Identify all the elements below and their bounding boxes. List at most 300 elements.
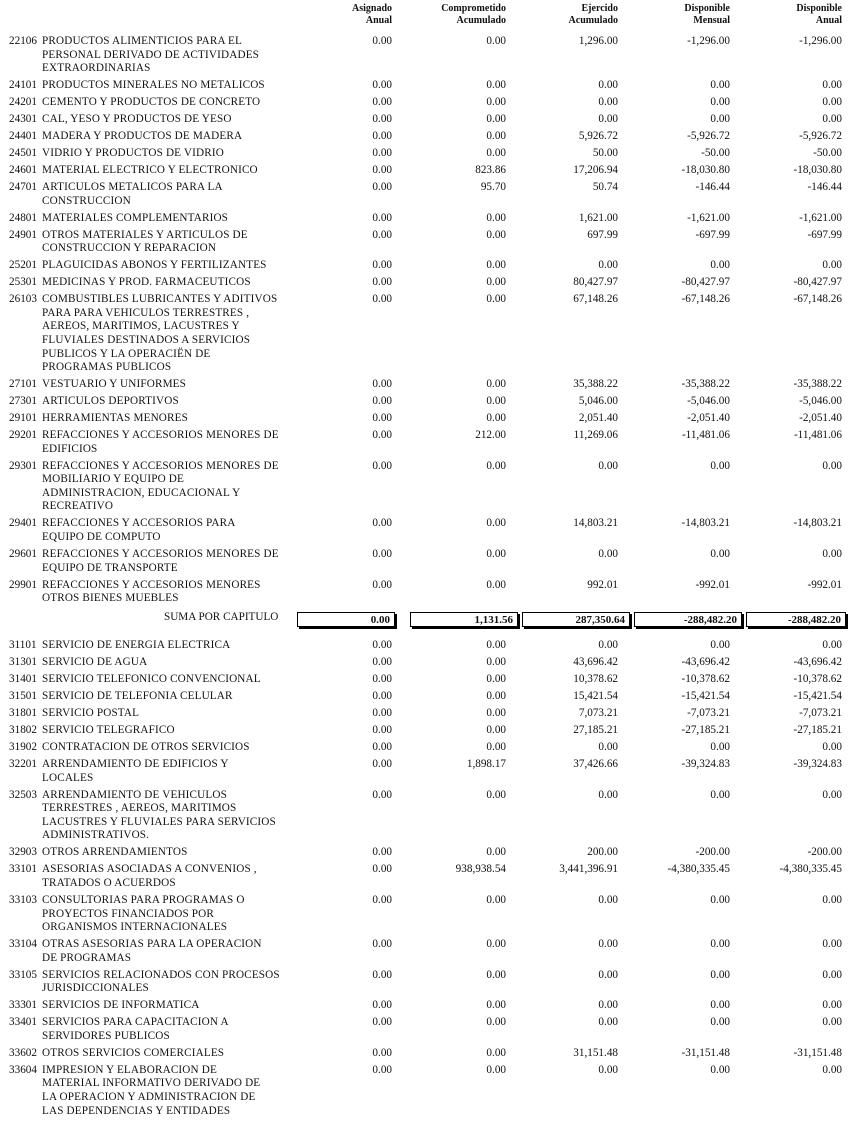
cell-asignado: 0.00 [372,639,392,652]
cell-asignado: 0.00 [372,968,392,981]
cell-ejercido: 0.00 [598,459,618,472]
budget-table [0,35,850,1122]
cell-asignado: 0.00 [372,259,392,272]
cell-anual: 0.00 [822,639,842,652]
cell-anual: 0.00 [822,1063,842,1076]
table-row [0,164,850,181]
cell-anual: -15,421.54 [793,690,842,703]
cell-comprometido: 0.00 [486,1046,506,1059]
table-row [0,130,850,147]
cell-ejercido: 7,073.21 [578,707,618,720]
item-description: PLAGUICIDAS ABONOS Y FERTILIZANTES [42,259,267,272]
cell-ejercido: 992.01 [587,578,618,591]
cell-ejercido: 10,378.62 [573,673,618,686]
item-description: OTROS ARRENDAMIENTOS [42,846,188,859]
subtotal-anual: -288,482.20 [746,612,846,627]
cell-mensual: -697.99 [695,228,730,241]
cell-anual: 0.00 [822,96,842,109]
table-row [0,276,850,293]
cell-asignado: 0.00 [372,548,392,561]
cell-mensual: 0.00 [710,1063,730,1076]
item-description: SERVICIO POSTAL [42,707,140,720]
cell-asignado: 0.00 [372,673,392,686]
item-description: ASESORIAS ASOCIADAS A CONVENIOS , TRATADOS O ACUERDOS [42,863,257,889]
cell-asignado: 0.00 [372,846,392,859]
table-row [0,147,850,164]
header-comprometido: Comprometido Acumulado [441,3,506,26]
cell-anual: 0.00 [822,999,842,1012]
cell-ejercido: 80,427.97 [573,276,618,289]
table-row [0,395,850,412]
item-code: 31101 [9,639,37,652]
item-code: 25201 [9,259,37,272]
cell-asignado: 0.00 [372,130,392,143]
column-header [0,3,850,31]
item-code: 29901 [9,578,37,591]
cell-ejercido: 35,388.22 [573,378,618,391]
cell-anual: -18,030.80 [793,164,842,177]
cell-ejercido: 11,269.06 [573,429,618,442]
cell-mensual: -7,073.21 [687,707,730,720]
cell-ejercido: 31,151.48 [573,1046,618,1059]
item-code: 32503 [9,788,37,801]
cell-asignado: 0.00 [372,578,392,591]
subtotal-row [0,609,850,639]
cell-asignado: 0.00 [372,1046,392,1059]
cell-mensual: -18,030.80 [681,164,730,177]
cell-ejercido: 0.00 [598,259,618,272]
table-row [0,412,850,429]
cell-comprometido: 0.00 [486,548,506,561]
cell-ejercido: 43,696.42 [573,656,618,669]
cell-mensual: -27,185.21 [681,724,730,737]
cell-mensual: -80,427.97 [681,276,730,289]
cell-comprometido: 0.00 [486,999,506,1012]
item-description: MATERIALES COMPLEMENTARIOS [42,211,229,224]
cell-asignado: 0.00 [372,181,392,194]
item-code: 24401 [9,130,37,143]
item-description: MEDICINAS Y PROD. FARMACEUTICOS [42,276,251,289]
cell-asignado: 0.00 [372,1016,392,1029]
cell-ejercido: 0.00 [598,968,618,981]
cell-asignado: 0.00 [372,395,392,408]
table-row [0,181,850,212]
cell-asignado: 0.00 [372,656,392,669]
cell-ejercido: 0.00 [598,1016,618,1029]
table-row [0,707,850,724]
item-code: 31902 [9,741,37,754]
cell-mensual: 0.00 [710,741,730,754]
cell-anual: -7,073.21 [799,707,842,720]
cell-comprometido: 212.00 [475,429,506,442]
table-row [0,378,850,395]
item-code: 25301 [9,276,37,289]
item-code: 33105 [9,968,37,981]
table-row [0,579,850,610]
cell-asignado: 0.00 [372,378,392,391]
cell-mensual: -31,151.48 [681,1046,730,1059]
cell-mensual: 0.00 [710,96,730,109]
item-code: 31401 [9,673,37,686]
table-row [0,969,850,1000]
item-code: 31501 [9,690,37,703]
cell-ejercido: 50.74 [592,181,618,194]
cell-asignado: 0.00 [372,147,392,160]
item-code: 32903 [9,846,37,859]
cell-mensual: -39,324.83 [681,758,730,771]
item-description: SERVICIOS DE INFORMATICA [42,999,200,1012]
item-description: SERVICIO DE ENERGIA ELECTRICA [42,639,231,652]
item-description: VESTUARIO Y UNIFORMES [42,378,187,391]
cell-asignado: 0.00 [372,1063,392,1076]
cell-comprometido: 0.00 [486,788,506,801]
cell-comprometido: 938,938.54 [455,863,506,876]
table-row [0,212,850,229]
cell-anual: -1,296.00 [799,35,842,47]
cell-anual: -697.99 [807,228,842,241]
cell-ejercido: 0.00 [598,938,618,951]
item-code: 29201 [9,429,37,442]
cell-comprometido: 0.00 [486,1063,506,1076]
cell-asignado: 0.00 [372,517,392,530]
cell-comprometido: 0.00 [486,211,506,224]
cell-asignado: 0.00 [372,164,392,177]
cell-anual: -4,380,335.45 [779,863,842,876]
item-description: SERVICIO DE TELEFONIA CELULAR [42,690,233,703]
cell-asignado: 0.00 [372,96,392,109]
item-code: 31801 [9,707,37,720]
cell-asignado: 0.00 [372,741,392,754]
table-row [0,548,850,579]
cell-anual: -5,926.72 [799,130,842,143]
subtotal-label: SUMA POR CAPITULO [164,611,279,624]
cell-anual: 0.00 [822,938,842,951]
cell-mensual: 0.00 [710,1016,730,1029]
item-code: 29401 [9,517,37,530]
cell-mensual: 0.00 [710,259,730,272]
item-description: OTRAS ASESORIAS PARA LA OPERACION DE PROGRAMAS [42,938,262,964]
cell-asignado: 0.00 [372,35,392,47]
item-code: 29301 [9,459,37,472]
item-description: ARRENDAMIENTO DE VEHICULOS TERRESTRES , AEREOS, MARITIMOS LACUSTRES Y FLUVIALES PARA SERVICIOS ADMINISTRATIVOS. [42,788,276,842]
cell-ejercido: 5,046.00 [578,395,618,408]
cell-anual: 0.00 [822,968,842,981]
header-disponible-anual: Disponible Anual [796,3,842,26]
item-description: MADERA Y PRODUCTOS DE MADERA [42,130,243,143]
cell-mensual: 0.00 [710,639,730,652]
cell-ejercido: 0.00 [598,788,618,801]
cell-ejercido: 27,185.21 [573,724,618,737]
cell-asignado: 0.00 [372,412,392,425]
cell-asignado: 0.00 [372,113,392,126]
table-row [0,259,850,276]
item-description: OTROS MATERIALES Y ARTICULOS DE CONSTRUCCION Y REPARACION [42,228,248,255]
table-row [0,1016,850,1047]
item-code: 33101 [9,863,37,876]
item-description: REFACCIONES Y ACCESORIOS MENORES DE MOBILIARIO Y EQUIPO DE ADMINISTRACION, EDUCACIONAL Y RECREATIVO [42,459,279,513]
cell-comprometido: 0.00 [486,968,506,981]
cell-anual: 0.00 [822,1016,842,1029]
item-code: 24301 [9,113,37,126]
cell-mensual: -992.01 [695,578,730,591]
item-code: 24501 [9,147,37,160]
cell-ejercido: 1,621.00 [578,211,618,224]
header-ejercido: Ejercido Acumulado [568,3,618,26]
cell-comprometido: 0.00 [486,578,506,591]
cell-comprometido: 95.70 [480,181,506,194]
item-code: 31802 [9,724,37,737]
cell-comprometido: 0.00 [486,130,506,143]
cell-asignado: 0.00 [372,724,392,737]
cell-ejercido: 0.00 [598,113,618,126]
cell-mensual: -11,481.06 [681,429,730,442]
item-description: ARTICULOS METALICOS PARA LA CONSTRUCCION [42,181,223,207]
item-description: HERRAMIENTAS MENORES [42,412,188,425]
cell-mensual: -15,421.54 [681,690,730,703]
cell-ejercido: 0.00 [598,79,618,92]
table-row [0,96,850,113]
cell-anual: 0.00 [822,893,842,906]
cell-mensual: 0.00 [710,999,730,1012]
table-row [0,846,850,863]
cell-anual: 0.00 [822,79,842,92]
cell-comprometido: 0.00 [486,378,506,391]
cell-comprometido: 0.00 [486,893,506,906]
cell-ejercido: 0.00 [598,741,618,754]
cell-asignado: 0.00 [372,293,392,306]
item-description: SERVICIOS RELACIONADOS CON PROCESOS JURISDICCIONALES [42,968,280,995]
cell-comprometido: 0.00 [486,459,506,472]
item-description: OTROS SERVICIOS COMERCIALES [42,1046,225,1059]
cell-mensual: -1,296.00 [687,35,730,47]
cell-anual: -39,324.83 [793,758,842,771]
cell-asignado: 0.00 [372,863,392,876]
cell-ejercido: 0.00 [598,999,618,1012]
cell-comprometido: 0.00 [486,724,506,737]
table-row [0,293,850,378]
item-description: MATERIAL ELECTRICO Y ELECTRONICO [42,164,258,177]
cell-mensual: 0.00 [710,459,730,472]
cell-anual: -80,427.97 [793,276,842,289]
cell-mensual: -10,378.62 [681,673,730,686]
cell-asignado: 0.00 [372,758,392,771]
cell-anual: 0.00 [822,259,842,272]
item-description: PRODUCTOS ALIMENTICIOS PARA EL PERSONAL DERIVADO DE ACTIVIDADES EXTRAORDINARIAS [42,35,260,75]
table-row [0,429,850,460]
cell-ejercido: 0.00 [598,639,618,652]
item-code: 33103 [9,893,37,906]
cell-ejercido: 37,426.66 [573,758,618,771]
item-description: CONSULTORIAS PARA PROGRAMAS O PROYECTOS FINANCIADOS POR ORGANISMOS INTERNACIONALES [42,893,245,934]
cell-ejercido: 697.99 [587,228,618,241]
item-description: SERVICIOS PARA CAPACITACION A SERVIDORES PUBLICOS [42,1016,229,1042]
subtotal-asignado: 0.00 [297,612,395,627]
cell-comprometido: 0.00 [486,113,506,126]
cell-ejercido: 5,926.72 [578,130,618,143]
cell-asignado: 0.00 [372,707,392,720]
cell-mensual: -67,148.26 [681,293,730,306]
cell-asignado: 0.00 [372,788,392,801]
subtotal-ejercido: 287,350.64 [522,612,630,627]
cell-mensual: 0.00 [710,893,730,906]
table-row [0,229,850,260]
cell-comprometido: 0.00 [486,846,506,859]
header-disponible-mensual: Disponible Mensual [684,3,730,26]
cell-comprometido: 0.00 [486,412,506,425]
item-code: 24101 [9,79,37,92]
cell-anual: -992.01 [807,578,842,591]
cell-comprometido: 1,898.17 [466,758,506,771]
cell-anual: -43,696.42 [793,656,842,669]
table-row [0,938,850,969]
cell-mensual: -5,046.00 [687,395,730,408]
item-code: 24701 [9,181,37,194]
table-row [0,460,850,518]
cell-anual: -35,388.22 [793,378,842,391]
item-description: REFACCIONES Y ACCESORIOS MENORES DE EQUIPO DE TRANSPORTE [42,548,279,574]
table-row [0,863,850,894]
cell-ejercido: 0.00 [598,1063,618,1076]
header-asignado: Asignado Anual [351,3,392,26]
cell-anual: 0.00 [822,741,842,754]
table-row [0,741,850,758]
table-row [0,1064,850,1122]
cell-ejercido: 67,148.26 [573,293,618,306]
cell-asignado: 0.00 [372,276,392,289]
cell-anual: -27,185.21 [793,724,842,737]
cell-anual: -200.00 [807,846,842,859]
cell-anual: -67,148.26 [793,293,842,306]
cell-mensual: -200.00 [695,846,730,859]
cell-ejercido: 2,051.40 [578,412,618,425]
item-description: PRODUCTOS MINERALES NO METALICOS [42,79,265,92]
cell-mensual: -5,926.72 [687,130,730,143]
table-row [0,656,850,673]
cell-mensual: 0.00 [710,788,730,801]
subtotal-mensual: -288,482.20 [634,612,742,627]
cell-mensual: 0.00 [710,968,730,981]
cell-asignado: 0.00 [372,459,392,472]
item-code: 26103 [9,293,37,306]
item-description: VIDRIO Y PRODUCTOS DE VIDRIO [42,147,224,160]
cell-mensual: 0.00 [710,79,730,92]
table-row [0,1047,850,1064]
cell-mensual: -50.00 [701,147,730,160]
cell-anual: -146.44 [807,181,842,194]
cell-mensual: -43,696.42 [681,656,730,669]
table-row [0,113,850,130]
cell-ejercido: 15,421.54 [573,690,618,703]
cell-anual: 0.00 [822,788,842,801]
item-code: 24201 [9,96,37,109]
item-code: 27301 [9,395,37,408]
cell-asignado: 0.00 [372,999,392,1012]
cell-ejercido: 14,803.21 [573,517,618,530]
item-code: 27101 [9,378,37,391]
cell-comprometido: 0.00 [486,293,506,306]
item-description: ARTICULOS DEPORTIVOS [42,395,179,408]
item-code: 24801 [9,211,37,224]
item-code: 29601 [9,548,37,561]
item-description: SERVICIO TELEGRAFICO [42,724,175,737]
item-code: 33602 [9,1046,37,1059]
item-code: 33301 [9,999,37,1012]
cell-mensual: 0.00 [710,548,730,561]
item-description: CAL, YESO Y PRODUCTOS DE YESO [42,113,232,126]
cell-ejercido: 0.00 [598,893,618,906]
cell-anual: -50.00 [813,147,842,160]
item-code: 29101 [9,412,37,425]
table-row [0,517,850,548]
cell-comprometido: 0.00 [486,79,506,92]
cell-comprometido: 0.00 [486,276,506,289]
item-code: 33401 [9,1016,37,1029]
table-row [0,999,850,1016]
cell-anual: 0.00 [822,459,842,472]
cell-ejercido: 17,206.94 [573,164,618,177]
cell-anual: -31,151.48 [793,1046,842,1059]
cell-comprometido: 0.00 [486,1016,506,1029]
cell-comprometido: 0.00 [486,673,506,686]
cell-anual: -11,481.06 [793,429,842,442]
cell-comprometido: 0.00 [486,656,506,669]
item-code: 24901 [9,228,37,241]
item-code: 32201 [9,758,37,771]
cell-asignado: 0.00 [372,690,392,703]
item-description: REFACCIONES Y ACCESORIOS MENORES OTROS BIENES MUEBLES [42,578,261,605]
subtotal-comprometido: 1,131.56 [410,612,518,627]
table-row [0,79,850,96]
cell-anual: 0.00 [822,113,842,126]
table-row [0,789,850,847]
item-description: IMPRESION Y ELABORACION DE MATERIAL INFORMATIVO DERIVADO DE LA OPERACION Y ADMINISTRACION DE LAS DEPENDENCIAS Y ENTIDADES [42,1063,261,1117]
cell-comprometido: 0.00 [486,35,506,47]
cell-ejercido: 1,296.00 [578,35,618,47]
item-description: REFACCIONES Y ACCESORIOS PARA EQUIPO DE COMPUTO [42,517,236,544]
cell-ejercido: 3,441,396.91 [559,863,618,876]
cell-comprometido: 0.00 [486,639,506,652]
item-description: SERVICIO DE AGUA [42,656,148,669]
cell-anual: -2,051.40 [799,412,842,425]
item-description: REFACCIONES Y ACCESORIOS MENORES DE EDIFICIOS [42,429,279,455]
cell-comprometido: 0.00 [486,517,506,530]
item-code: 31301 [9,656,37,669]
table-row [0,758,850,789]
cell-anual: 0.00 [822,548,842,561]
cell-comprometido: 0.00 [486,96,506,109]
cell-ejercido: 200.00 [587,846,618,859]
item-code: 33604 [9,1063,37,1076]
cell-asignado: 0.00 [372,228,392,241]
cell-ejercido: 0.00 [598,548,618,561]
cell-mensual: -2,051.40 [687,412,730,425]
cell-comprometido: 0.00 [486,690,506,703]
item-code: 22106 [9,35,37,47]
cell-ejercido: 0.00 [598,96,618,109]
item-description: ARRENDAMIENTO DE EDIFICIOS Y LOCALES [42,758,229,784]
cell-ejercido: 50.00 [592,147,618,160]
cell-comprometido: 0.00 [486,938,506,951]
cell-asignado: 0.00 [372,211,392,224]
table-row [0,894,850,938]
item-code: 33104 [9,938,37,951]
cell-mensual: -1,621.00 [687,211,730,224]
cell-mensual: 0.00 [710,938,730,951]
cell-asignado: 0.00 [372,79,392,92]
cell-mensual: -35,388.22 [681,378,730,391]
item-description: CONTRATACION DE OTROS SERVICIOS [42,741,250,754]
table-row [0,35,850,79]
